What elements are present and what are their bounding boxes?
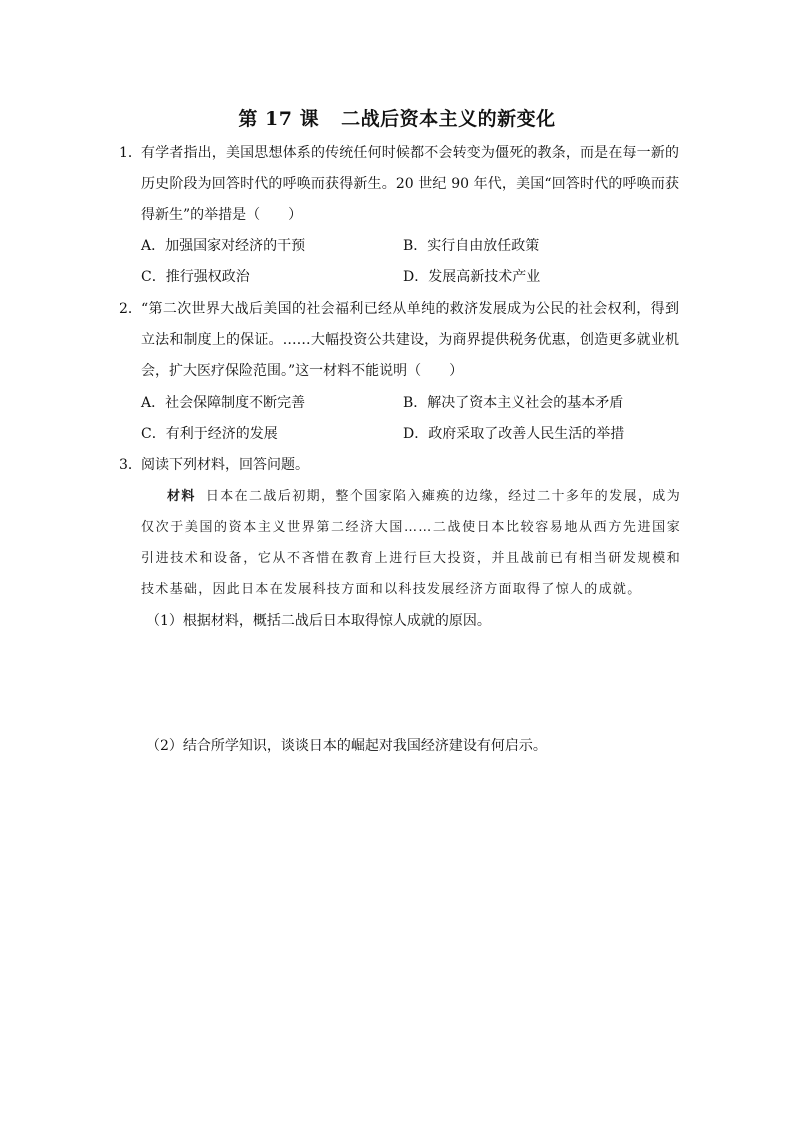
material-label: 材料 <box>167 489 196 504</box>
q1-option-d[interactable]: D．发展高新技术产业 <box>403 269 541 285</box>
page-title <box>0 104 794 131</box>
question-1-options <box>141 231 661 293</box>
q1-option-a[interactable]: A．加强国家对经济的干预 <box>141 238 306 254</box>
question-3-stem: 阅读下列材料，回答问题。 <box>141 457 309 473</box>
material-text: 日本在二战后初期，整个国家陷入瘫痪的边缘，经过二十多年的发展，成为仅次于美国的资本主义世界第二经济大国……二战使日本比较容易地从西方先进国家引进技术和设备，它从不吝惜在教育上进行巨大投资，并且战前已有相当研发规模和技术基础，因此日本在发展科技方面和以科技发展经济方面取得了惊人的成就。 <box>141 489 681 597</box>
q1-option-b[interactable]: B．实行自由放任政策 <box>403 238 540 254</box>
question-1-stem: 有学者指出，美国思想体系的传统任何时候都不会转变为僵死的教条，而是在每一新的历史阶段为回答时代的呼唤而获得新生。20 世纪 90 年代，美国“回答时代的呼唤而获得新生”的举措是（ ） <box>141 145 679 223</box>
q2-option-c[interactable]: C．有利于经济的发展 <box>141 426 278 442</box>
sub-question-2: （2）结合所学知识，谈谈日本的崛起对我国经济建设有何启示。 <box>146 738 547 754</box>
question-2-options <box>141 388 661 450</box>
q2-option-a[interactable]: A．社会保障制度不断完善 <box>141 395 306 411</box>
q2-option-d[interactable]: D．政府采取了改善人民生活的举措 <box>403 426 625 442</box>
lesson-name: 二战后资本主义的新变化 <box>341 108 556 130</box>
q2-option-b[interactable]: B．解决了资本主义社会的基本矛盾 <box>403 395 624 411</box>
q1-option-c[interactable]: C．推行强权政治 <box>141 269 250 285</box>
question-1-number: 1． <box>119 145 142 161</box>
sub-question-1: （1）根据材料，概括二战后日本取得惊人成就的原因。 <box>146 613 491 629</box>
material-passage <box>141 481 681 605</box>
question-1 <box>119 138 679 231</box>
question-2 <box>119 294 679 387</box>
question-3-number: 3． <box>119 457 142 473</box>
lesson-number: 第 17 课 <box>238 108 320 130</box>
question-2-stem: “第二次世界大战后美国的社会福利已经从单纯的救济发展成为公民的社会权利，得到立法和制度上的保证。……大幅投资公共建设，为商界提供税务优惠，创造更多就业机会，扩大医疗保险范围。”这一材料不能说明（ ） <box>141 301 679 379</box>
question-3 <box>119 450 679 481</box>
question-2-number: 2． <box>119 301 142 317</box>
